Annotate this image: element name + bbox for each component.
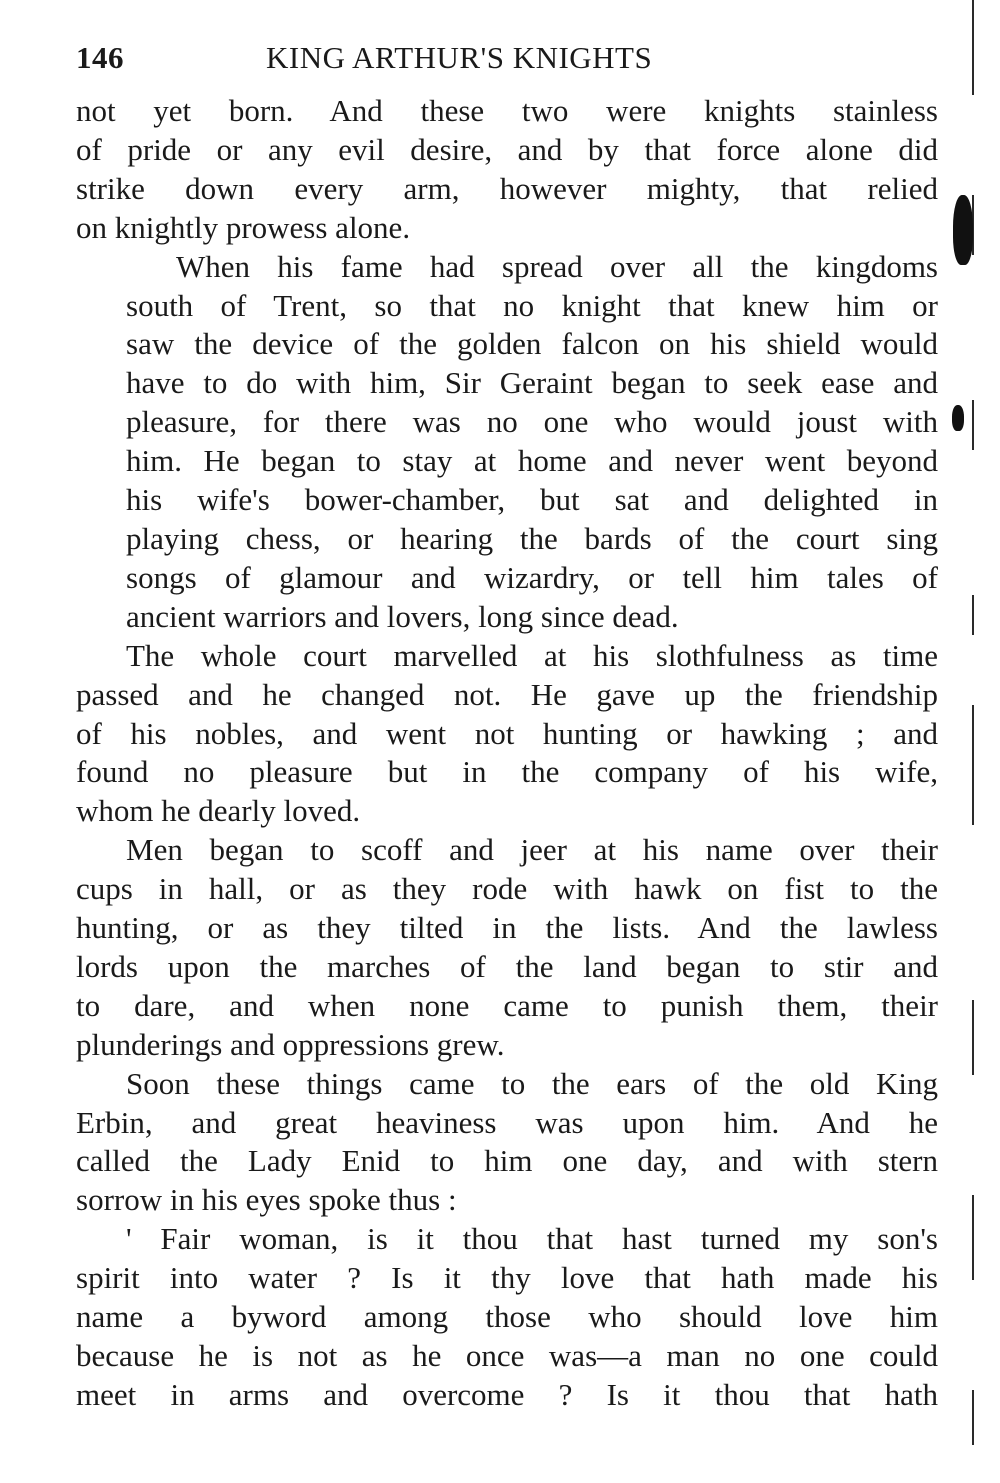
text-line: of his nobles, and went not hunting or hawking ; and [76, 715, 938, 751]
book-page [76, 40, 938, 1415]
scan-edge-line [972, 1195, 974, 1280]
text-line: lords upon the marches of the land began to stir and [76, 948, 938, 984]
text-line: him. He began to stay at home and never went beyond [126, 443, 938, 479]
body-text [76, 92, 938, 1415]
text-line: whom he dearly loved. [76, 793, 361, 829]
scan-edge-line [972, 705, 974, 825]
paragraph [76, 248, 938, 637]
ink-blot [952, 405, 964, 431]
paragraph [76, 637, 938, 832]
text-line: to dare, and when none came to punish them, their [76, 987, 938, 1023]
paragraph [76, 1220, 938, 1415]
text-line: cups in hall, or as they rode with hawk on fist to the [76, 871, 938, 907]
text-line: hunting, or as they tilted in the lists. And the lawless [76, 910, 938, 946]
text-line: name a byword among those who should love him [76, 1299, 938, 1335]
paragraph [76, 831, 938, 1064]
text-line: The whole court marvelled at his slothfulness as time [126, 637, 938, 673]
text-line: south of Trent, so that no knight that knew him or [126, 287, 938, 323]
text-line: ' Fair woman, is it thou that hast turned my son's [126, 1221, 938, 1257]
text-line: pleasure, for there was no one who would joust with [126, 404, 938, 440]
text-line: found no pleasure but in the company of his wife, [76, 754, 938, 790]
text-line: on knightly prowess alone. [76, 209, 411, 245]
text-line: not yet born. And these two were knights stainless [76, 93, 938, 128]
text-line: spirit into water ? Is it thy love that hath made his [76, 1260, 938, 1296]
text-line: called the Lady Enid to him one day, and with stern [76, 1143, 938, 1179]
scan-edge-line [972, 1390, 974, 1445]
text-line: When his fame had spread over all the kingdoms [176, 248, 938, 284]
text-line: Soon these things came to the ears of the old King [126, 1065, 938, 1101]
running-title: KING ARTHUR'S KNIGHTS [266, 40, 653, 75]
text-line: strike down every arm, however mighty, that relied [76, 170, 938, 206]
text-line: of pride or any evil desire, and by that force alone did [76, 131, 938, 167]
text-line: saw the device of the golden falcon on his shield would [126, 326, 938, 362]
text-line: songs of glamour and wizardry, or tell him tales of [126, 559, 938, 595]
text-line: have to do with him, Sir Geraint began to seek ease and [126, 365, 938, 401]
text-line: meet in arms and overcome ? Is it thou that hath [76, 1376, 938, 1412]
text-line: because he is not as he once was—a man no one could [76, 1338, 938, 1373]
text-line: Erbin, and great heaviness was upon him. And he [76, 1104, 938, 1140]
paragraph [76, 92, 938, 248]
text-line: plunderings and oppressions grew. [76, 1026, 505, 1062]
paragraph [76, 1065, 938, 1221]
page-header [76, 40, 938, 92]
scan-edge-line [972, 595, 974, 635]
text-line: sorrow in his eyes spoke thus : [76, 1182, 457, 1218]
scan-edge-line [972, 1000, 974, 1075]
text-line: Men began to scoff and jeer at his name over their [126, 832, 938, 868]
scan-edge-line [972, 0, 974, 95]
page-number: 146 [76, 40, 124, 75]
text-line: ancient warriors and lovers, long since dead. [126, 598, 679, 634]
scan-edge-line [972, 400, 974, 450]
text-line: playing chess, or hearing the bards of the court sing [126, 520, 938, 556]
text-line: passed and he changed not. He gave up the friendship [76, 676, 938, 712]
text-line: his wife's bower-chamber, but sat and delighted in [126, 482, 938, 518]
ink-blot [953, 195, 973, 265]
